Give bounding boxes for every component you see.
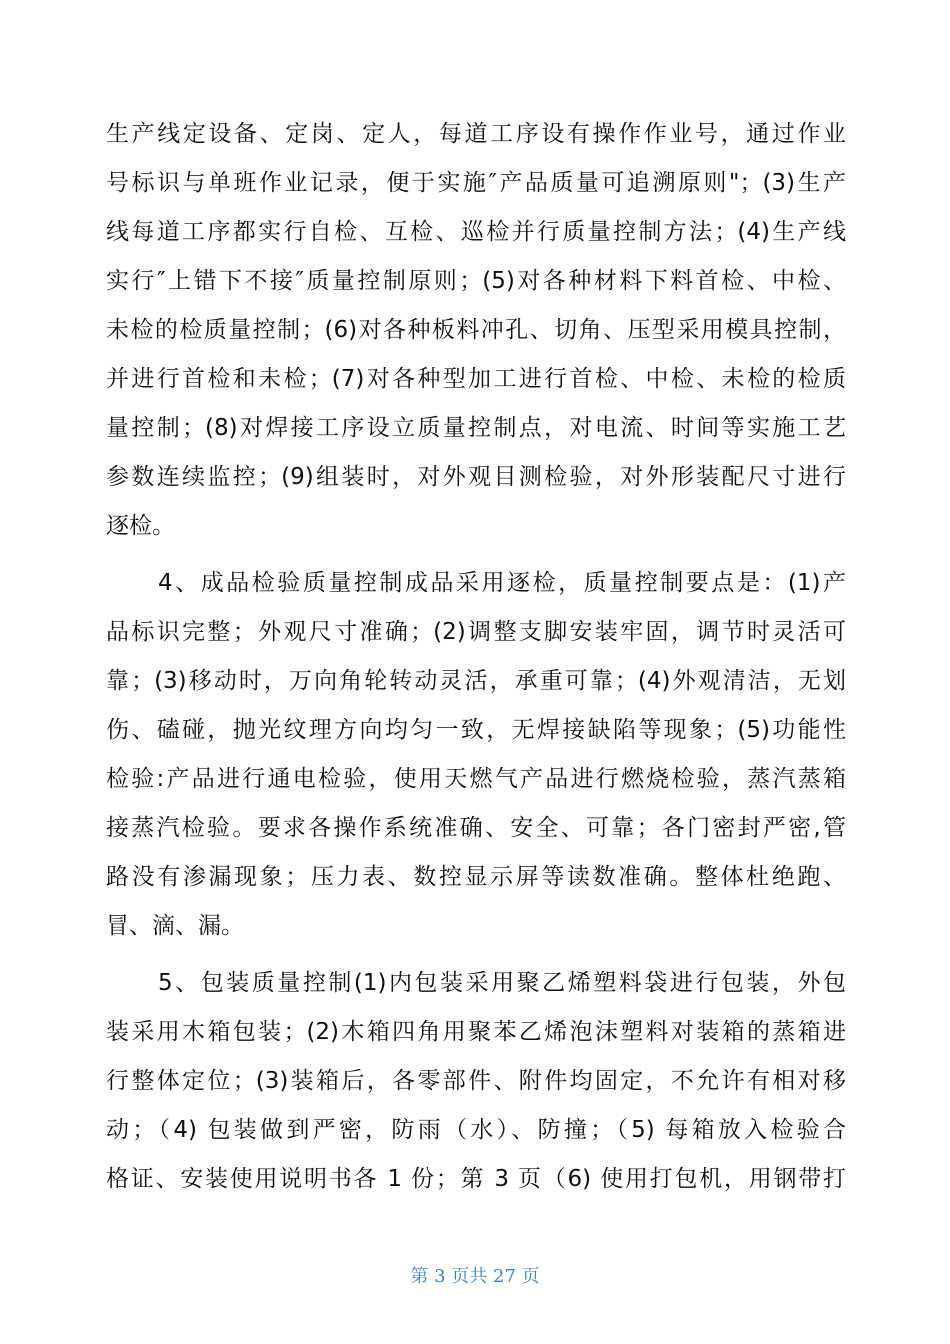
text-line: 伤、磕碰，抛光纹理方向均匀一致，无焊接缺陷等现象；(5)功能性	[106, 717, 846, 743]
text-line: 品标识完整；外观尺寸准确；(2)调整支脚安装牢固，调节时灵活可	[106, 619, 846, 645]
paragraph-finished-product-inspection	[106, 559, 846, 951]
text-line: 装采用木箱包装；(2)木箱四角用聚苯乙烯泡沫塑料对装箱的蒸箱进	[106, 1019, 846, 1045]
text-line: 4、成品检验质量控制成品采用逐检，质量控制要点是：(1)产	[158, 570, 846, 596]
text-line: 冒、滴、漏。	[106, 913, 244, 939]
text-line: 并进行首检和未检；(7)对各种型加工进行首检、中检、未检的检质	[106, 366, 846, 392]
text-line: 线每道工序都实行自检、互检、巡检并行质量控制方法；(4)生产线	[106, 219, 846, 245]
text-line: 接蒸汽检验。要求各操作系统准确、安全、可靠；各门密封严密,管	[106, 815, 846, 841]
text-line: 行整体定位；(3)装箱后，各零部件、附件均固定，不允许有相对移	[106, 1068, 846, 1094]
text-line: 参数连续监控；(9)组装时，对外观目测检验，对外形装配尺寸进行	[106, 464, 846, 490]
text-line: 量控制；(8)对焊接工序设立质量控制点，对电流、时间等实施工艺	[106, 415, 846, 441]
text-line: 未检的检质量控制；(6)对各种板料冲孔、切角、压型采用模具控制，	[106, 317, 846, 343]
text-line: 5、包装质量控制(1)内包装采用聚乙烯塑料袋进行包装，外包	[158, 970, 846, 996]
text-line: 生产线定设备、定岗、定人，每道工序设有操作作业号，通过作业	[106, 121, 846, 147]
text-line: 逐检。	[106, 513, 175, 539]
text-line: 格证、安装使用说明书各 1 份；第 3 页（6) 使用打包机，用钢带打	[106, 1166, 846, 1192]
text-line: 靠；(3)移动时，万向角轮转动灵活，承重可靠；(4)外观清洁，无划	[106, 668, 846, 694]
text-line: 动；（4) 包装做到严密，防雨（水）、防撞；（5) 每箱放入检验合	[106, 1117, 846, 1143]
page-number-footer: 第 3 页共 27 页	[410, 1266, 540, 1287]
text-line: 路没有渗漏现象；压力表、数控显示屏等读数准确。整体杜绝跑、	[106, 864, 846, 890]
paragraph-packaging-quality-control	[106, 959, 846, 1204]
document-body	[106, 110, 846, 1212]
text-line: 实行″上错下不接″质量控制原则；(5)对各种材料下料首检、中检、	[106, 268, 846, 294]
text-line: 检验:产品进行通电检验，使用天燃气产品进行燃烧检验，蒸汽蒸箱	[106, 766, 846, 792]
paragraph-production-line-control	[106, 110, 846, 551]
text-line: 号标识与单班作业记录，便于实施″产品质量可追溯原则"；(3)生产	[106, 170, 846, 196]
